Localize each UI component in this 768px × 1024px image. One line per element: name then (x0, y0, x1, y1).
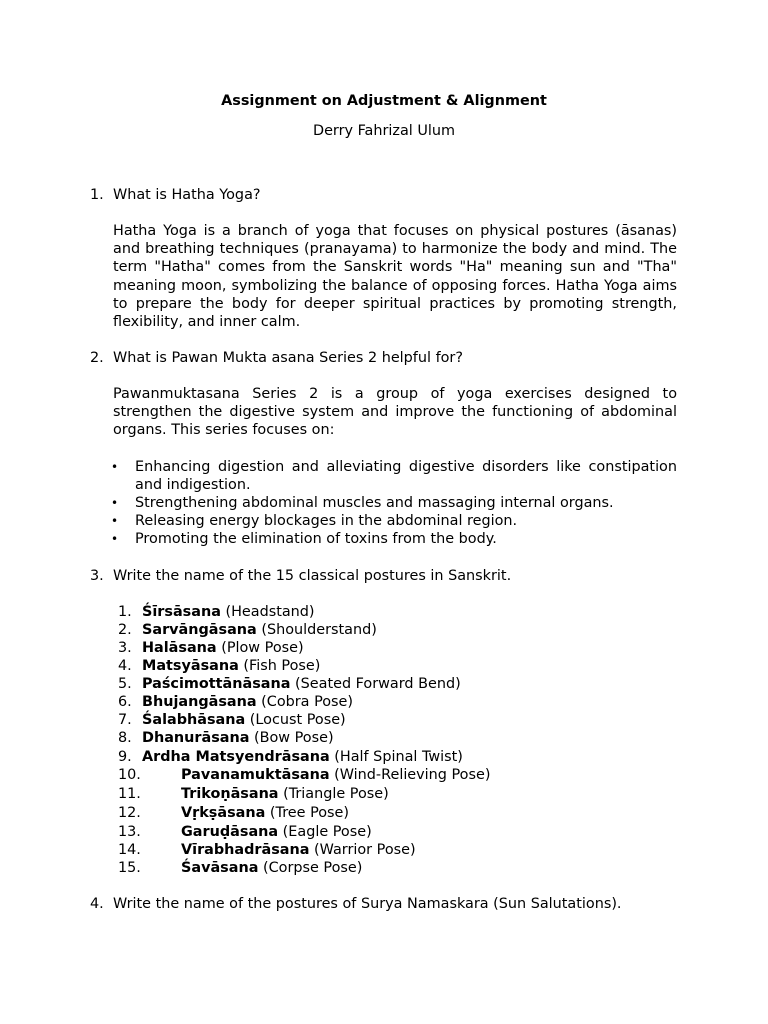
posture-number: 12. (118, 805, 141, 821)
posture-english-name: (Half Spinal Twist) (329, 749, 463, 765)
posture-sanskrit-name: Vīrabhadrāsana (181, 842, 310, 858)
posture-english-name: (Wind-Relieving Pose) (329, 767, 491, 783)
posture-number: 10. (118, 767, 141, 783)
question-number: 3. (90, 568, 104, 584)
posture-english-name: (Eagle Pose) (278, 824, 372, 840)
posture-item (142, 639, 304, 657)
posture-number: 4. (118, 658, 132, 674)
posture-sanskrit-name: Bhujangāsana (142, 694, 257, 710)
posture-sanskrit-name: Śīrsāsana (142, 604, 221, 620)
posture-item (142, 675, 461, 693)
posture-item (181, 804, 349, 822)
posture-sanskrit-name: Matsyāsana (142, 658, 239, 674)
posture-number: 8. (118, 730, 132, 746)
question-text: Write the name of the 15 classical postures in Sanskrit. (113, 568, 512, 584)
posture-english-name: (Triangle Pose) (278, 786, 389, 802)
posture-sanskrit-name: Garuḍāsana (181, 824, 279, 840)
posture-sanskrit-name: Śalabhāsana (142, 712, 246, 728)
posture-item (181, 766, 490, 784)
posture-sanskrit-name: Dhanurāsana (142, 730, 250, 746)
answer-paragraph: Pawanmuktasana Series 2 is a group of yoga exercises designed to strengthen the digestive system and improve the functioning of abdominal organs. This series focuses on: (113, 386, 677, 439)
posture-english-name: (Shoulderstand) (256, 622, 377, 638)
posture-item (142, 693, 353, 711)
posture-item (142, 711, 346, 729)
posture-sanskrit-name: Paścimottānāsana (142, 676, 291, 692)
posture-english-name: (Tree Pose) (265, 805, 350, 821)
list-item: Promoting the elimination of toxins from the body. (135, 531, 497, 547)
posture-item (142, 657, 320, 675)
posture-english-name: (Headstand) (220, 604, 315, 620)
question-number: 4. (90, 896, 104, 912)
posture-sanskrit-name: Vṛkṣāsana (181, 805, 266, 821)
list-item: Enhancing digestion and alleviating digestive disorders like constipation and indigestion. (135, 459, 677, 494)
posture-number: 6. (118, 694, 132, 710)
posture-number: 14. (118, 842, 141, 858)
bullet-icon: • (111, 532, 119, 546)
posture-item (181, 841, 416, 859)
question-number: 1. (90, 187, 104, 203)
posture-item (181, 859, 362, 877)
posture-item (142, 603, 315, 621)
bullet-icon: • (111, 496, 119, 510)
posture-number: 2. (118, 622, 132, 638)
posture-english-name: (Seated Forward Bend) (290, 676, 461, 692)
posture-english-name: (Cobra Pose) (256, 694, 354, 710)
posture-sanskrit-name: Sarvāngāsana (142, 622, 257, 638)
posture-english-name: (Plow Pose) (216, 640, 304, 656)
posture-item (181, 785, 389, 803)
posture-english-name: (Fish Pose) (238, 658, 321, 674)
posture-item (142, 729, 334, 747)
posture-number: 7. (118, 712, 132, 728)
question-text: Write the name of the postures of Surya Namaskara (Sun Salutations). (113, 896, 622, 912)
bullet-icon: • (111, 460, 119, 474)
posture-item (181, 823, 372, 841)
posture-english-name: (Corpse Pose) (258, 860, 363, 876)
question-text: What is Hatha Yoga? (113, 187, 261, 203)
question-number: 2. (90, 350, 104, 366)
posture-item (142, 621, 377, 639)
posture-number: 13. (118, 824, 141, 840)
posture-number: 1. (118, 604, 132, 620)
answer-paragraph: Hatha Yoga is a branch of yoga that focuses on physical postures (āsanas) and breathing techniques (pranayama) to harmonize the body and mind. The term "Hatha" comes from the Sanskrit words "Ha" meaning sun and "Tha" meaning moon, symbolizing the balance of opposing forces. Hatha Yoga aims to prepare the body for deeper spiritual practices by promoting strength, flexibility, and inner calm. (113, 223, 677, 331)
posture-sanskrit-name: Ardha Matsyendrāsana (142, 749, 330, 765)
posture-sanskrit-name: Pavanamuktāsana (181, 767, 330, 783)
posture-english-name: (Bow Pose) (249, 730, 334, 746)
posture-english-name: (Locust Pose) (245, 712, 346, 728)
list-item: Releasing energy blockages in the abdominal region. (135, 513, 518, 529)
posture-number: 3. (118, 640, 132, 656)
posture-english-name: (Warrior Pose) (309, 842, 416, 858)
posture-number: 9. (118, 749, 132, 765)
posture-sanskrit-name: Śavāsana (181, 860, 259, 876)
document-title: Assignment on Adjustment & Alignment (221, 93, 547, 109)
posture-number: 5. (118, 676, 132, 692)
posture-number: 15. (118, 860, 141, 876)
list-item: Strengthening abdominal muscles and massaging internal organs. (135, 495, 614, 511)
posture-number: 11. (118, 786, 141, 802)
posture-sanskrit-name: Trikoṇāsana (181, 786, 279, 802)
posture-sanskrit-name: Halāsana (142, 640, 217, 656)
posture-item (142, 748, 463, 766)
question-text: What is Pawan Mukta asana Series 2 helpful for? (113, 350, 463, 366)
author-name: Derry Fahrizal Ulum (312, 123, 456, 139)
bullet-icon: • (111, 514, 119, 528)
